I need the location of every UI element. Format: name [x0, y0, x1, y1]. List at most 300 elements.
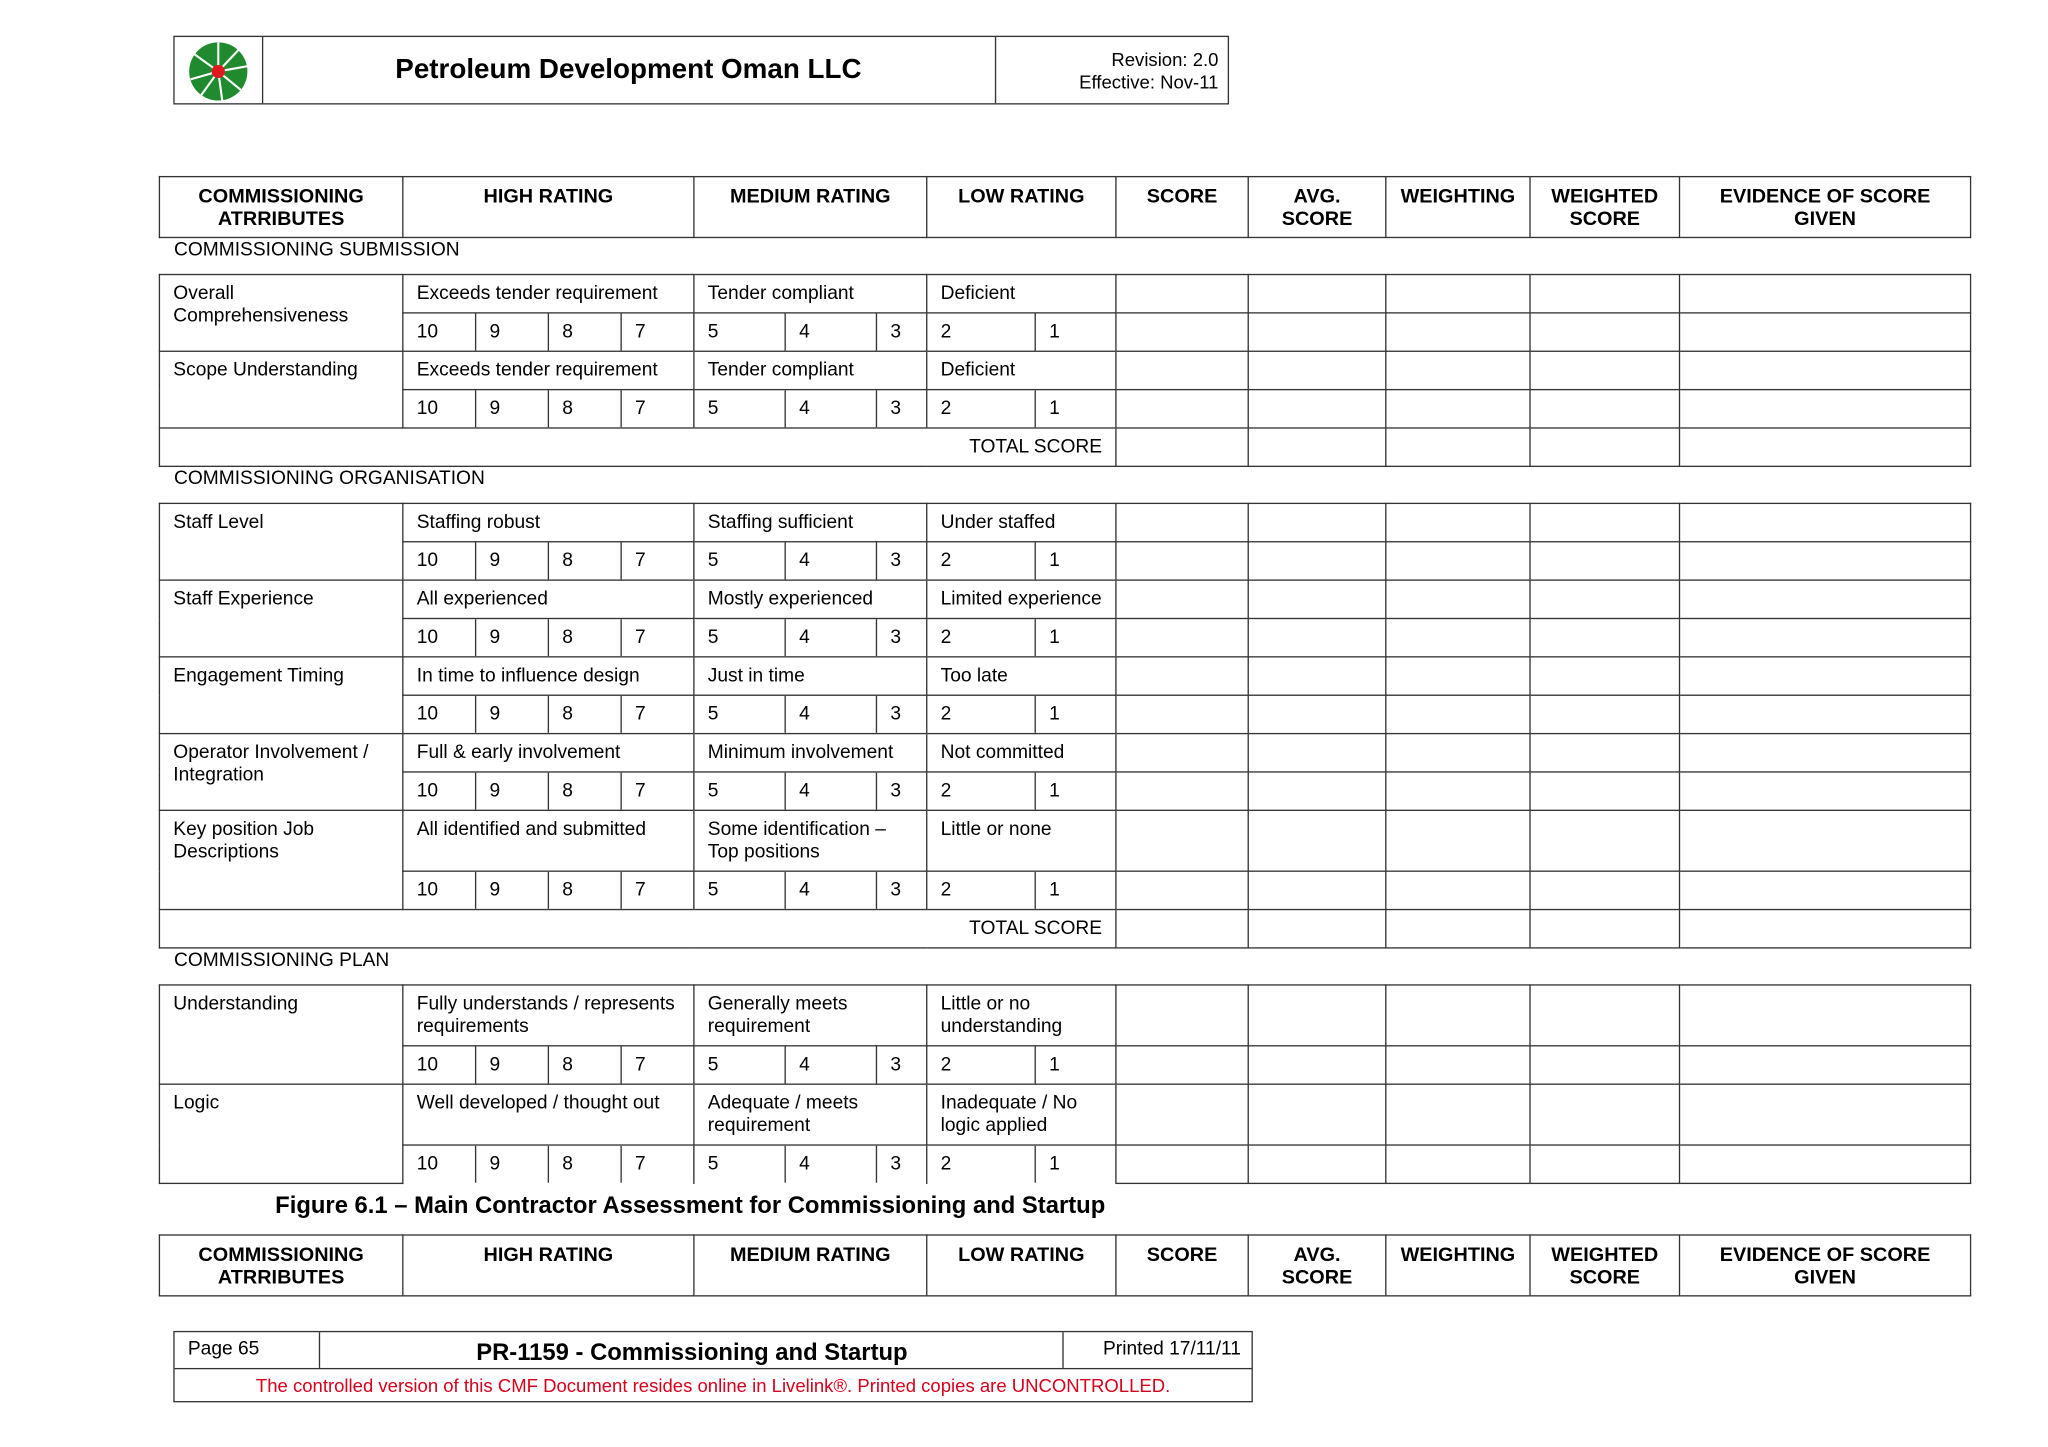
text-line: SCORE [1281, 207, 1353, 231]
rating-value[interactable]: 5 [695, 1146, 786, 1183]
score-input-cell[interactable] [1530, 313, 1679, 351]
rating-scale-cell [403, 542, 694, 580]
text-line: Under staffed [940, 511, 1056, 534]
text-line: Deficient [940, 359, 1016, 382]
score-input-cell[interactable] [1530, 772, 1679, 810]
score-input-cell[interactable] [1530, 910, 1679, 948]
score-input-cell[interactable] [1530, 390, 1679, 428]
score-input-cell[interactable] [1248, 390, 1386, 428]
column-header [1116, 1235, 1248, 1296]
rating-scale [695, 1146, 927, 1183]
score-input-cell[interactable] [1680, 580, 1971, 618]
scale-row [159, 1046, 1970, 1084]
section-title-row [159, 466, 1970, 503]
score-input-cell[interactable] [1386, 503, 1530, 541]
rating-scale [927, 1146, 1116, 1183]
score-input-cell[interactable] [1530, 985, 1679, 1046]
rating-value[interactable]: 2 [927, 696, 1035, 733]
text-line: HIGH RATING [483, 1243, 614, 1267]
attribute-label [159, 657, 402, 734]
score-input-cell[interactable] [1680, 871, 1971, 909]
rating-value[interactable]: 8 [548, 1146, 621, 1183]
rating-value[interactable]: 7 [621, 1046, 694, 1083]
column-header [1530, 177, 1679, 238]
score-input-cell[interactable] [1248, 1084, 1386, 1145]
rating-value[interactable]: 5 [695, 314, 786, 351]
text-line: Mostly experienced [707, 588, 874, 610]
score-input-cell[interactable] [1386, 1084, 1530, 1145]
score-input-cell[interactable] [1680, 1145, 1971, 1183]
high-rating-description [403, 810, 694, 871]
document-title: PR-1159 - Commissioning and Startup [321, 1332, 1063, 1368]
score-input-cell[interactable] [1116, 1145, 1248, 1183]
text-line: Top positions [707, 841, 820, 863]
score-input-cell[interactable] [1116, 275, 1248, 313]
score-input-cell[interactable] [1680, 1046, 1971, 1084]
score-input-cell[interactable] [1680, 618, 1971, 656]
rating-value[interactable]: 10 [404, 1046, 476, 1083]
score-input-cell[interactable] [1386, 657, 1530, 695]
rating-scale [695, 390, 927, 427]
score-input-cell[interactable] [1386, 772, 1530, 810]
score-input-cell[interactable] [1116, 1084, 1248, 1145]
score-input-cell[interactable] [1680, 351, 1971, 389]
text-line: Full & early involvement [416, 742, 621, 764]
rating-value[interactable]: 2 [927, 872, 1035, 909]
document-header [173, 36, 1229, 105]
score-input-cell[interactable] [1680, 275, 1971, 313]
score-input-cell[interactable] [1680, 390, 1971, 428]
text-line: Exceeds tender requirement [416, 283, 658, 305]
rating-scale [695, 542, 927, 579]
rating-scale-cell [403, 1046, 694, 1084]
score-input-cell[interactable] [1530, 351, 1679, 389]
low-rating-description [927, 351, 1116, 389]
score-input-cell[interactable] [1530, 503, 1679, 541]
text-line: Operator Involvement / [173, 742, 369, 764]
rating-value[interactable]: 1 [1035, 696, 1116, 733]
score-input-cell[interactable] [1248, 1145, 1386, 1183]
rating-value[interactable]: 4 [785, 773, 876, 810]
score-input-cell[interactable] [1530, 810, 1679, 871]
rating-value[interactable]: 2 [927, 773, 1035, 810]
rating-value[interactable]: 9 [476, 1046, 549, 1083]
rating-value[interactable]: 2 [927, 1046, 1035, 1083]
high-rating-description [403, 734, 694, 772]
scale-row [159, 1145, 1970, 1183]
criteria-row [159, 1084, 1970, 1145]
rating-value[interactable]: 7 [621, 1146, 694, 1183]
rating-scale [695, 773, 927, 810]
high-rating-description [403, 1084, 694, 1145]
score-input-cell[interactable] [1248, 772, 1386, 810]
rating-value[interactable]: 4 [785, 542, 876, 579]
rating-value[interactable]: 5 [695, 1046, 786, 1083]
score-input-cell[interactable] [1248, 618, 1386, 656]
text-line: GIVEN [1794, 1266, 1856, 1289]
text-line: SCORE [1146, 185, 1218, 208]
rating-value[interactable]: 1 [1035, 872, 1116, 909]
rating-value[interactable]: 3 [876, 619, 926, 656]
score-input-cell[interactable] [1116, 985, 1248, 1046]
rating-value[interactable]: 8 [548, 390, 621, 427]
text-line: Limited experience [940, 588, 1102, 610]
column-header [159, 177, 402, 238]
rating-value[interactable]: 4 [785, 619, 876, 656]
rating-value[interactable]: 1 [1035, 619, 1116, 656]
page-number: Page 65 [175, 1332, 321, 1368]
score-input-cell[interactable] [1248, 910, 1386, 948]
high-rating-description [403, 580, 694, 618]
text-line: WEIGHTED [1551, 185, 1659, 208]
criteria-row [159, 734, 1970, 772]
score-input-cell[interactable] [1530, 871, 1679, 909]
score-input-cell[interactable] [1530, 695, 1679, 733]
pdo-logo [175, 37, 264, 103]
rating-scale-cell [403, 390, 694, 428]
rating-value[interactable]: 3 [876, 390, 926, 427]
rating-value[interactable]: 2 [927, 390, 1035, 427]
figure-caption: Figure 6.1 – Main Contractor Assessment for Commissioning and Startup [275, 1191, 1106, 1219]
score-input-cell[interactable] [1248, 503, 1386, 541]
score-input-cell[interactable] [1116, 871, 1248, 909]
scale-row [159, 871, 1970, 909]
score-input-cell[interactable] [1248, 657, 1386, 695]
score-input-cell[interactable] [1386, 313, 1530, 351]
score-input-cell[interactable] [1116, 428, 1248, 466]
text-line: Scope Understanding [173, 359, 358, 382]
score-input-cell[interactable] [1116, 351, 1248, 389]
score-input-cell[interactable] [1116, 390, 1248, 428]
rating-value[interactable]: 10 [404, 872, 476, 909]
rating-value[interactable]: 2 [927, 619, 1035, 656]
rating-scale [404, 1146, 694, 1183]
text-line: All experienced [416, 588, 548, 610]
rating-value[interactable]: 4 [785, 1146, 876, 1183]
rating-value[interactable]: 10 [404, 314, 476, 351]
score-input-cell[interactable] [1386, 275, 1530, 313]
rating-value[interactable]: 2 [927, 1146, 1035, 1183]
score-input-cell[interactable] [1386, 542, 1530, 580]
rating-value[interactable]: 1 [1035, 773, 1116, 810]
text-line: Just in time [707, 665, 805, 687]
column-header [403, 177, 694, 238]
score-input-cell[interactable] [1386, 695, 1530, 733]
scale-row [159, 313, 1970, 351]
rating-scale [927, 1046, 1116, 1083]
rating-scale [927, 773, 1116, 810]
score-input-cell[interactable] [1248, 810, 1386, 871]
score-input-cell[interactable] [1530, 657, 1679, 695]
text-line: Understanding [173, 993, 299, 1015]
score-input-cell[interactable] [1680, 1084, 1971, 1145]
text-line: requirement [707, 1115, 811, 1137]
rating-value[interactable]: 3 [876, 773, 926, 810]
rating-value[interactable]: 3 [876, 696, 926, 733]
header-row [159, 1235, 1970, 1296]
text-line: requirements [416, 1016, 529, 1038]
rating-scale-cell [403, 871, 694, 909]
rating-value[interactable]: 9 [476, 696, 549, 733]
rating-value[interactable]: 4 [785, 872, 876, 909]
text-line: MEDIUM RATING [730, 185, 891, 208]
rating-scale [404, 542, 694, 579]
score-input-cell[interactable] [1680, 428, 1971, 466]
rating-value[interactable]: 5 [695, 773, 786, 810]
score-input-cell[interactable] [1680, 810, 1971, 871]
score-input-cell[interactable] [1116, 657, 1248, 695]
score-input-cell[interactable] [1248, 871, 1386, 909]
rating-value[interactable]: 10 [404, 696, 476, 733]
rating-value[interactable]: 5 [695, 542, 786, 579]
text-line: Exceeds tender requirement [416, 359, 658, 382]
rating-value[interactable]: 8 [548, 773, 621, 810]
score-input-cell[interactable] [1116, 772, 1248, 810]
rating-value[interactable]: 3 [876, 1146, 926, 1183]
score-input-cell[interactable] [1530, 275, 1679, 313]
column-header [694, 177, 927, 238]
section-title-row [159, 948, 1970, 985]
rating-value[interactable]: 8 [548, 619, 621, 656]
rating-value[interactable]: 8 [548, 872, 621, 909]
score-input-cell[interactable] [1386, 1145, 1530, 1183]
score-input-cell[interactable] [1680, 657, 1971, 695]
rating-value[interactable]: 10 [404, 390, 476, 427]
score-input-cell[interactable] [1530, 618, 1679, 656]
rating-scale-cell [403, 1145, 694, 1183]
rating-value[interactable]: 7 [621, 872, 694, 909]
rating-value[interactable]: 8 [548, 314, 621, 351]
score-input-cell[interactable] [1386, 910, 1530, 948]
scale-row [159, 542, 1970, 580]
rating-value[interactable]: 1 [1035, 390, 1116, 427]
rating-value[interactable]: 3 [876, 314, 926, 351]
rating-value[interactable]: 9 [476, 1146, 549, 1183]
rating-scale-cell [694, 695, 927, 733]
rating-value[interactable]: 9 [476, 872, 549, 909]
rating-value[interactable]: 10 [404, 542, 476, 579]
score-input-cell[interactable] [1386, 618, 1530, 656]
rating-value[interactable]: 7 [621, 390, 694, 427]
rating-scale-cell [927, 695, 1116, 733]
rating-value[interactable]: 3 [876, 1046, 926, 1083]
rating-value[interactable]: 3 [876, 872, 926, 909]
score-input-cell[interactable] [1248, 734, 1386, 772]
rating-scale [927, 314, 1116, 351]
company-name: Petroleum Development Oman LLC [262, 37, 996, 103]
score-input-cell[interactable] [1680, 734, 1971, 772]
rating-scale [695, 872, 927, 909]
score-input-cell[interactable] [1248, 985, 1386, 1046]
score-input-cell[interactable] [1248, 428, 1386, 466]
medium-rating-description [694, 351, 927, 389]
score-input-cell[interactable] [1680, 313, 1971, 351]
score-input-cell[interactable] [1116, 1046, 1248, 1084]
score-input-cell[interactable] [1530, 542, 1679, 580]
rating-scale-cell [927, 618, 1116, 656]
score-input-cell[interactable] [1386, 985, 1530, 1046]
medium-rating-description [694, 503, 927, 541]
low-rating-description [927, 985, 1116, 1046]
rating-value[interactable]: 1 [1035, 542, 1116, 579]
text-line: COMMISSIONING [198, 1243, 364, 1267]
score-input-cell[interactable] [1680, 772, 1971, 810]
criteria-row [159, 503, 1970, 541]
score-input-cell[interactable] [1530, 734, 1679, 772]
rating-scale-cell [403, 772, 694, 810]
score-input-cell[interactable] [1386, 871, 1530, 909]
rating-value[interactable]: 9 [476, 314, 549, 351]
rating-value[interactable]: 7 [621, 619, 694, 656]
score-input-cell[interactable] [1248, 313, 1386, 351]
score-input-cell[interactable] [1248, 695, 1386, 733]
rating-scale [404, 1046, 694, 1083]
low-rating-description [927, 503, 1116, 541]
rating-value[interactable]: 4 [785, 390, 876, 427]
score-input-cell[interactable] [1116, 542, 1248, 580]
text-line: HIGH RATING [483, 185, 614, 208]
criteria-row [159, 657, 1970, 695]
text-line: Not committed [940, 742, 1065, 764]
score-input-cell[interactable] [1530, 1145, 1679, 1183]
rating-scale [404, 773, 694, 810]
score-input-cell[interactable] [1386, 1046, 1530, 1084]
rating-value[interactable]: 2 [927, 542, 1035, 579]
text-line: Well developed / thought out [416, 1092, 660, 1114]
rating-scale-cell [694, 772, 927, 810]
text-line: GIVEN [1794, 207, 1856, 231]
score-input-cell[interactable] [1530, 428, 1679, 466]
rating-value[interactable]: 5 [695, 619, 786, 656]
rating-scale [695, 696, 927, 733]
score-input-cell[interactable] [1530, 1046, 1679, 1084]
rating-value[interactable]: 4 [785, 696, 876, 733]
score-input-cell[interactable] [1386, 428, 1530, 466]
rating-value[interactable]: 1 [1035, 1146, 1116, 1183]
header-row [159, 177, 1970, 238]
text-line: Logic [173, 1092, 220, 1114]
rating-value[interactable]: 8 [548, 1046, 621, 1083]
high-rating-description [403, 351, 694, 389]
medium-rating-description [694, 810, 927, 871]
rating-scale [404, 314, 694, 351]
section-title: COMMISSIONING SUBMISSION [173, 239, 460, 261]
score-input-cell[interactable] [1386, 734, 1530, 772]
rating-value[interactable]: 7 [621, 696, 694, 733]
score-input-cell[interactable] [1680, 542, 1971, 580]
score-input-cell[interactable] [1248, 351, 1386, 389]
rating-value[interactable]: 5 [695, 390, 786, 427]
rating-value[interactable]: 5 [695, 872, 786, 909]
score-input-cell[interactable] [1116, 734, 1248, 772]
score-input-cell[interactable] [1248, 580, 1386, 618]
rating-scale-cell [927, 1145, 1116, 1183]
score-input-cell[interactable] [1386, 810, 1530, 871]
revision-text: Revision: 2.0 [1111, 48, 1219, 71]
score-input-cell[interactable] [1680, 910, 1971, 948]
rating-value[interactable]: 1 [1035, 314, 1116, 351]
text-line: requirement [707, 1016, 811, 1038]
text-line: WEIGHTING [1400, 185, 1516, 208]
rating-scale-cell [694, 618, 927, 656]
rating-value[interactable]: 10 [404, 619, 476, 656]
high-rating-description [403, 657, 694, 695]
score-input-cell[interactable] [1116, 810, 1248, 871]
criteria-row [159, 810, 1970, 871]
total-score-row [159, 910, 1970, 948]
rating-value[interactable]: 2 [927, 314, 1035, 351]
score-input-cell[interactable] [1680, 985, 1971, 1046]
rating-value[interactable]: 7 [621, 314, 694, 351]
rating-value[interactable]: 10 [404, 1146, 476, 1183]
rating-value[interactable]: 5 [695, 696, 786, 733]
rating-value[interactable]: 3 [876, 542, 926, 579]
score-input-cell[interactable] [1248, 1046, 1386, 1084]
text-line: Adequate / meets [707, 1092, 859, 1114]
rating-value[interactable]: 7 [621, 773, 694, 810]
rating-value[interactable]: 8 [548, 696, 621, 733]
score-input-cell[interactable] [1680, 503, 1971, 541]
score-input-cell[interactable] [1680, 695, 1971, 733]
score-input-cell[interactable] [1386, 351, 1530, 389]
score-input-cell[interactable] [1386, 580, 1530, 618]
score-input-cell[interactable] [1248, 275, 1386, 313]
rating-scale [404, 696, 694, 733]
text-line: Fully understands / represents [416, 993, 675, 1015]
rating-value[interactable]: 1 [1035, 1046, 1116, 1083]
score-input-cell[interactable] [1116, 313, 1248, 351]
rating-value[interactable]: 4 [785, 314, 876, 351]
column-header [1116, 177, 1248, 238]
rating-value[interactable]: 8 [548, 542, 621, 579]
rating-value[interactable]: 7 [621, 542, 694, 579]
rating-value[interactable]: 10 [404, 773, 476, 810]
rating-scale [404, 619, 694, 656]
rating-value[interactable]: 9 [476, 390, 549, 427]
medium-rating-description [694, 275, 927, 313]
score-input-cell[interactable] [1530, 580, 1679, 618]
attribute-label [159, 734, 402, 811]
rating-value[interactable]: 4 [785, 1046, 876, 1083]
rating-value[interactable]: 9 [476, 773, 549, 810]
score-input-cell[interactable] [1116, 618, 1248, 656]
section-title: COMMISSIONING ORGANISATION [173, 468, 485, 490]
rating-value[interactable]: 9 [476, 619, 549, 656]
medium-rating-description [694, 734, 927, 772]
text-line: COMMISSIONING [198, 185, 364, 208]
column-header [1386, 177, 1530, 238]
score-input-cell[interactable] [1530, 1084, 1679, 1145]
column-header [159, 1235, 402, 1296]
low-rating-description [927, 1084, 1116, 1145]
text-line: Tender compliant [707, 359, 854, 382]
rating-scale [927, 542, 1116, 579]
text-line: SCORE [1146, 1243, 1218, 1267]
total-score-row [159, 428, 1970, 466]
text-line: Little or no [940, 993, 1031, 1015]
score-input-cell[interactable] [1116, 910, 1248, 948]
rating-value[interactable]: 9 [476, 542, 549, 579]
text-line: Some identification – [707, 818, 886, 841]
score-input-cell[interactable] [1116, 695, 1248, 733]
score-input-cell[interactable] [1248, 542, 1386, 580]
column-header [694, 1235, 927, 1296]
score-input-cell[interactable] [1386, 390, 1530, 428]
score-input-cell[interactable] [1116, 580, 1248, 618]
text-line: Staff Level [173, 511, 264, 534]
score-input-cell[interactable] [1116, 503, 1248, 541]
assessment-table [159, 176, 1971, 1184]
